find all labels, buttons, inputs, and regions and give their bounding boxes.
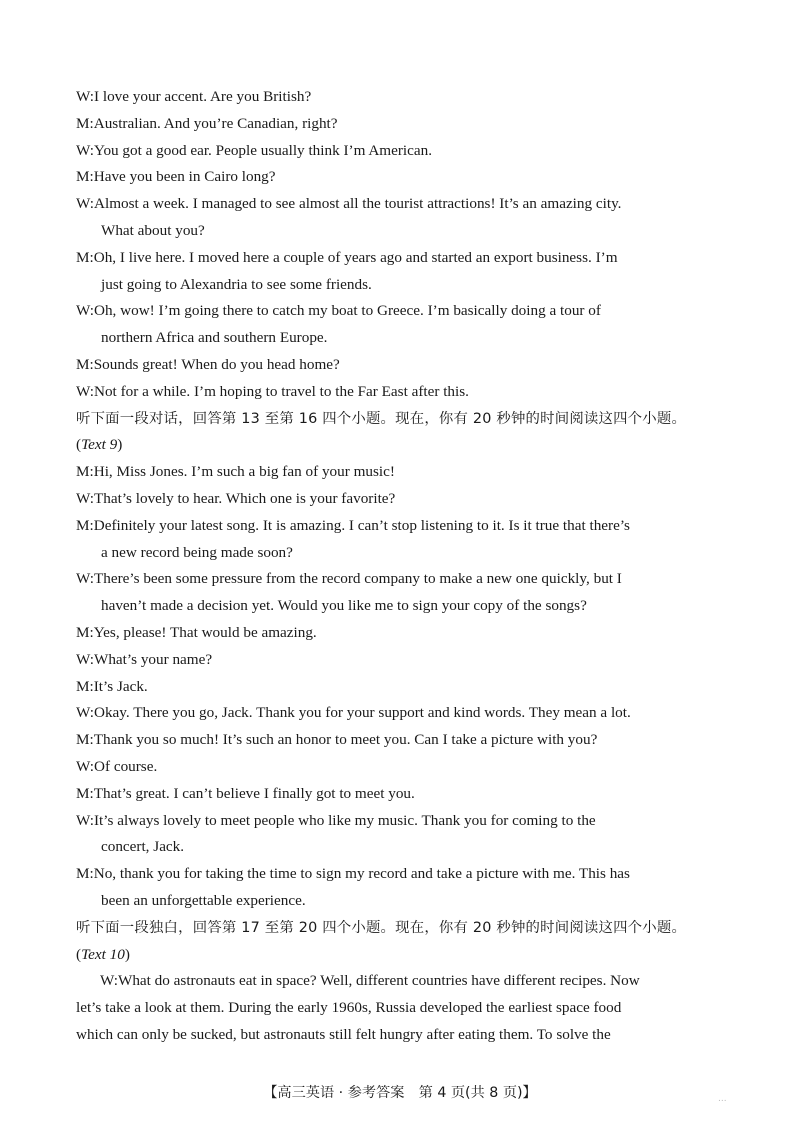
label-title: Text 10 [81, 945, 125, 963]
dialogue-line [76, 808, 726, 835]
speaker-label: M: [76, 677, 94, 695]
instruction-text-9: 听下面一段对话，回答第 13 至第 16 四个小题。现在，你有 20 秒钟的时间阅读这四个小题。 [76, 410, 687, 427]
dialogue-text: Yes, please! That would be amazing. [93, 623, 317, 641]
speaker-label: M: [76, 623, 94, 641]
dialogue-text: Sounds great! When do you head home? [93, 355, 340, 373]
dialogue-text: It’s always lovely to meet people who like my music. Thank you for coming to the [94, 811, 596, 829]
dialogue-line [76, 620, 726, 647]
speaker-label: W: [76, 489, 94, 507]
dialogue-line [76, 513, 726, 540]
dialogue-text: Hi, Miss Jones. I’m such a big fan of your music! [93, 463, 395, 481]
dialogue-text: Definitely your latest song. It is amazing. I can’t stop listening to it. Is it true that there’s [93, 516, 630, 534]
speaker-label: W: [76, 141, 94, 159]
dialogue-continuation: been an unforgettable experience. [101, 891, 306, 909]
speaker-label: M: [76, 463, 94, 481]
speaker-label: M: [76, 248, 94, 266]
speaker-label: M: [76, 114, 94, 132]
dialogue-text: Oh, I live here. I moved here a couple of years ago and started an export business. I’m [93, 248, 618, 266]
dialogue-line [76, 647, 726, 674]
dialogue-continuation: What about you? [101, 221, 205, 239]
dialogue-line [76, 138, 726, 165]
dialogue-line [76, 352, 726, 379]
speaker-label: M: [76, 355, 94, 373]
dialogue-text: What’s your name? [94, 650, 213, 668]
speaker-label: W: [76, 382, 94, 400]
dialogue-line [76, 486, 726, 513]
dialogue-line [76, 727, 726, 754]
speaker-label: M: [76, 784, 94, 802]
speaker-label: M: [76, 168, 94, 186]
dialogue-text: Australian. And you’re Canadian, right? [93, 114, 338, 132]
page-footer: 【高三英语 · 参考答案 第 4 页(共 8 页)】 [263, 1085, 537, 1101]
dialogue-line [76, 566, 726, 593]
speaker-label: W: [76, 195, 94, 213]
dialogue-line [76, 164, 726, 191]
label-paren-close: ) [117, 436, 123, 454]
dialogue-text: No, thank you for taking the time to sign my record and take a picture with me. This has [93, 865, 630, 883]
dialogue-line [76, 84, 726, 111]
label-paren-close: ) [124, 945, 130, 963]
dialogue-line [76, 245, 726, 272]
label-paren-open: ( [76, 436, 82, 454]
dialogue-line [76, 700, 726, 727]
speaker-label: W: [76, 570, 94, 588]
dialogue-line [76, 861, 726, 888]
label-paren-open: ( [76, 945, 82, 963]
dialogue-line [76, 754, 726, 781]
dialogue-text: You got a good ear. People usually think I’m American. [94, 141, 433, 159]
dialogue-continuation: a new record being made soon? [101, 543, 293, 561]
monologue-line-text: What do astronauts eat in space? Well, different countries have different recipes. Now [118, 972, 640, 990]
dialogue-continuation: northern Africa and southern Europe. [101, 329, 328, 347]
dialogue-text: Of course. [94, 757, 158, 775]
dialogue-text: Thank you so much! It’s such an honor to meet you. Can I take a picture with you? [93, 731, 598, 749]
speaker-label: M: [76, 731, 94, 749]
section-label-text-10 [76, 942, 726, 969]
label-title: Text 9 [81, 436, 118, 454]
dialogue-text: Oh, wow! I’m going there to catch my boat to Greece. I’m basically doing a tour of [94, 302, 601, 320]
dialogue-text: That’s lovely to hear. Which one is your favorite? [94, 489, 396, 507]
dialogue-line [76, 191, 726, 218]
dialogue-continuation: haven’t made a decision yet. Would you like me to sign your copy of the songs? [101, 597, 587, 615]
monologue-line: which can only be sucked, but astronauts still felt hungry after eating them. To solve the [76, 1025, 611, 1043]
speaker-label: W: [76, 88, 94, 105]
speaker-label: W: [76, 757, 94, 775]
monologue-line: let’s take a look at them. During the early 1960s, Russia developed the earliest space food [76, 999, 622, 1017]
speaker-label: W: [100, 972, 118, 990]
dialogue-text-8 [76, 84, 726, 406]
dialogue-text: It’s Jack. [93, 677, 148, 695]
page-content [76, 84, 726, 1049]
dialogue-text: Okay. There you go, Jack. Thank you for your support and kind words. They mean a lot. [94, 704, 631, 722]
dialogue-line [76, 379, 726, 406]
section-label-text-9 [76, 432, 726, 459]
speaker-label: M: [76, 516, 94, 534]
dialogue-continuation: concert, Jack. [101, 838, 185, 856]
dialogue-continuation: just going to Alexandria to see some friends. [101, 275, 372, 293]
instruction-text-10: 听下面一段独白，回答第 17 至第 20 四个小题。现在，你有 20 秒钟的时间阅读这四个小题。 [76, 919, 687, 936]
speaker-label: W: [76, 704, 94, 722]
monologue-line [76, 968, 726, 995]
speaker-label: W: [76, 811, 94, 829]
monologue-text-10 [76, 968, 726, 1048]
dialogue-line [76, 459, 726, 486]
dialogue-text: That’s great. I can’t believe I finally got to meet you. [93, 784, 415, 802]
speaker-label: M: [76, 865, 94, 883]
dialogue-text: Not for a while. I’m hoping to travel to the Far East after this. [94, 382, 469, 400]
dialogue-line [76, 781, 726, 808]
dialogue-line [76, 674, 726, 701]
dialogue-text: Almost a week. I managed to see almost all the tourist attractions! It’s an amazing city. [94, 195, 622, 213]
dialogue-line [76, 111, 726, 138]
dialogue-line [76, 298, 726, 325]
speaker-label: W: [76, 302, 94, 320]
dialogue-text-9 [76, 459, 726, 915]
corner-mark: ... [718, 1094, 727, 1104]
dialogue-text: There’s been some pressure from the record company to make a new one quickly, but I [94, 570, 622, 588]
speaker-label: W: [76, 650, 94, 668]
dialogue-text: I love your accent. Are you British? [94, 88, 312, 105]
dialogue-text: Have you been in Cairo long? [93, 168, 276, 186]
